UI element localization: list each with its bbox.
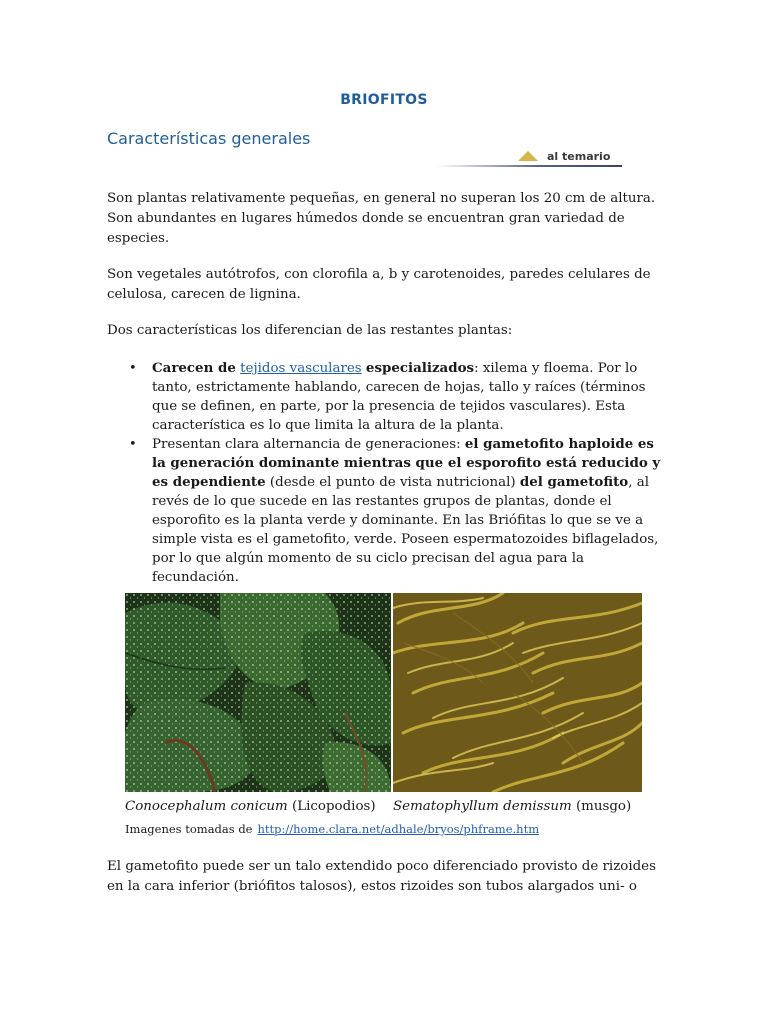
image-credit <box>125 821 539 837</box>
up-arrow-icon <box>518 151 538 161</box>
moss-species-name: Sematophyllum demissum <box>393 799 572 814</box>
characteristics-list <box>107 359 667 587</box>
bullet2-mid: (desde el punto de vista nutricional) <box>269 475 516 490</box>
bullet2-bold-end: del gametofito <box>519 474 629 490</box>
paragraph-autotrophs: Son vegetales autótrofos, con clorofila a, b y carotenoides, paredes celulares de celulosa, carecen de lignina. <box>107 267 651 302</box>
bullet1-bold-end: especializados <box>365 360 475 376</box>
bullet2-text: , al revés de lo que sucede en las restantes grupos de plantas, donde el esporofito es la planta verde y dominante. En las Briófitas lo que se ve a simple vista es el gametofito, verde. Poseen espermatozoides biflagelados, por lo que algún momento de su ciclo precisan del agua para la fecundación. <box>152 475 659 585</box>
tejidos-vasculares-link[interactable]: tejidos vasculares <box>240 361 362 376</box>
paragraph-gametofito: El gametofito puede ser un talo extendido poco diferenciado provisto de rizoides en la cara inferior (briófitos talosos), estos rizoides son tubos alargados uni- o <box>107 859 656 894</box>
liverwort-common-name: (Licopodios) <box>292 799 376 814</box>
bullet2-bold-start: el gametofito haploide es la generación dominante mientras que el esporofito está reducido y es dependiente <box>152 436 661 490</box>
liverwort-caption <box>125 797 376 817</box>
credit-text: Imagenes tomadas de <box>125 822 253 836</box>
list-item <box>107 359 667 435</box>
list-item <box>107 435 667 587</box>
section-heading: Características generales <box>107 129 311 148</box>
bullet2-intro: Presentan clara alternancia de generaciones: <box>152 437 461 452</box>
moss-caption <box>393 797 631 817</box>
liverwort-species-name: Conocephalum conicum <box>125 799 288 814</box>
bullet-icon: • <box>129 361 137 376</box>
bullet1-bold-start: Carecen de <box>152 360 236 376</box>
moss-common-name: (musgo) <box>575 799 632 814</box>
bullet1-text: : xilema y floema. Por lo tanto, estrictamente hablando, carecen de hojas, tallo y raíces (términos que se definen, en parte, por la presencia de tejidos vasculares). Esta característica es lo que limita la altura de la planta. <box>152 361 646 433</box>
paragraph-size-habitat: Son plantas relativamente pequeñas, en general no superan los 20 cm de altura. Son abundantes en lugares húmedos donde se encuentran gran variedad de especies. <box>107 191 656 246</box>
liverwort-photo <box>125 593 391 792</box>
moss-photo <box>393 593 642 792</box>
header-rule <box>436 165 622 167</box>
al-temario-label: al temario <box>547 150 611 163</box>
bullet-icon: • <box>129 437 137 452</box>
page-title: BRIOFITOS <box>340 92 428 108</box>
paragraph-differences-intro: Dos características los diferencian de las restantes plantas: <box>107 323 513 338</box>
source-url-link[interactable]: http://home.clara.net/adhale/bryos/phframe.htm <box>257 822 540 836</box>
